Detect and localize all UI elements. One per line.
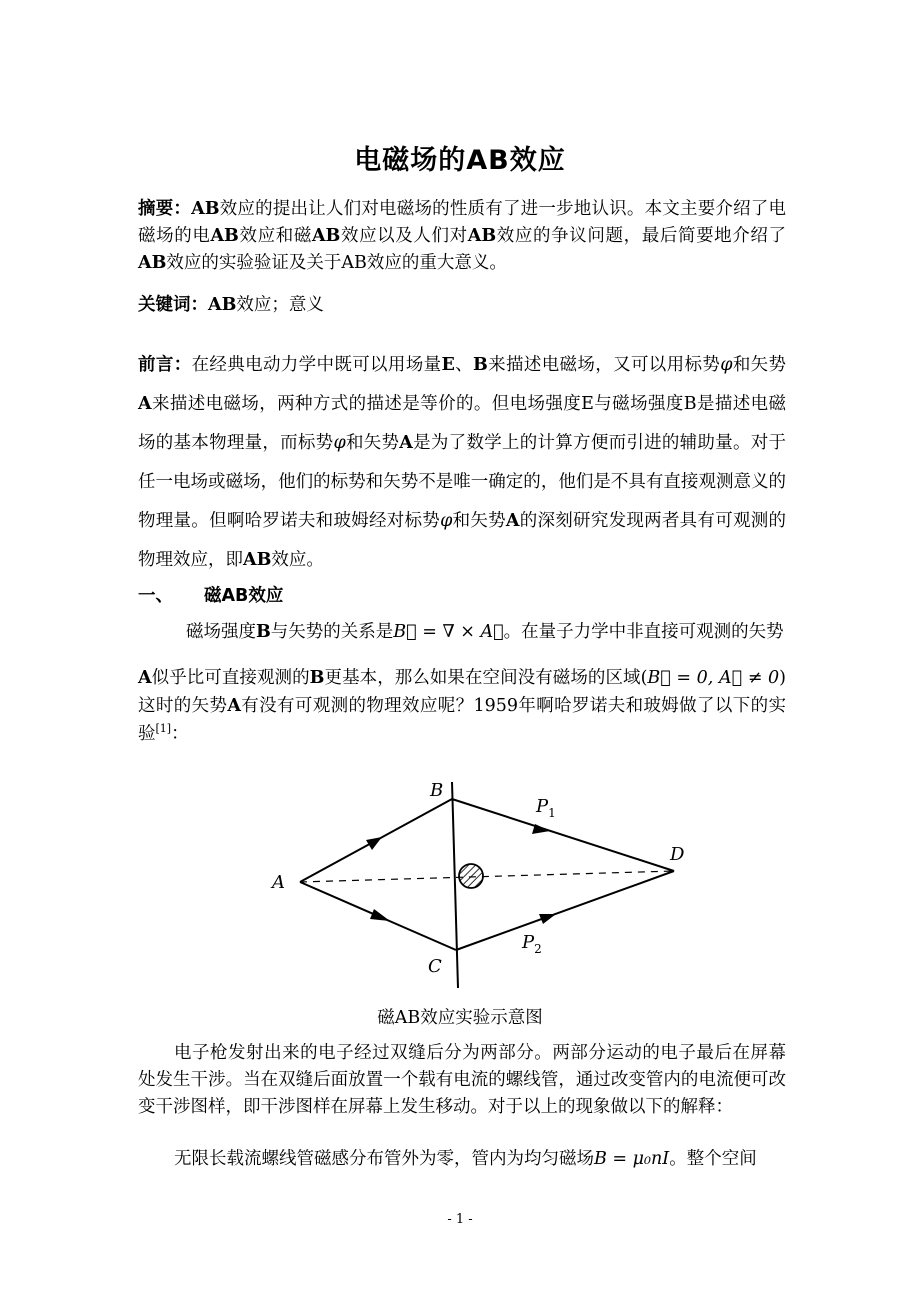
label-d: D <box>670 844 685 865</box>
abstract-text-5: 效应的实验验证及关于AB效应的重大意义。 <box>166 253 507 273</box>
arrow-upper-left <box>366 837 382 850</box>
path-c-d <box>456 871 674 950</box>
intro-text-7: 和矢势 <box>452 511 506 531</box>
abstract-text-2: 效应和磁 <box>238 226 312 246</box>
intro-a-2: A <box>399 433 413 453</box>
intro-text-5: 和矢势 <box>345 433 400 453</box>
mag-text-6: )这时的矢势 <box>138 668 786 716</box>
mag-text-4: 似乎比可直接观测的 <box>151 668 310 688</box>
label-a: A <box>272 872 285 893</box>
arrow-lower-right <box>539 914 556 924</box>
abstract-label: 摘要： <box>138 199 192 219</box>
abstract-text-3: 效应以及人们对 <box>340 226 468 246</box>
label-p1-letter: P <box>536 796 549 817</box>
solenoid-circle <box>459 864 483 888</box>
intro-text-8: 的深刻研究发现两者具有可观测的物理效应，即 <box>138 511 787 570</box>
keywords-line <box>138 292 786 319</box>
intro-text-9: 效应。 <box>271 550 324 570</box>
label-p2 <box>521 932 542 956</box>
keywords-label: 关键词： <box>138 295 208 315</box>
reference-marker: [1] <box>155 722 172 736</box>
mag-a-2: A <box>227 696 241 716</box>
intro-phi-2: φ <box>333 433 346 453</box>
solenoid-text-1: 无限长载流螺线管磁感分布管外为零，管内为均匀磁场 <box>174 1149 594 1169</box>
mag-b-2: B <box>309 668 325 688</box>
keywords-ab: AB <box>208 295 237 315</box>
keywords-rest: 效应；意义 <box>236 295 324 315</box>
label-p1-sub: 1 <box>548 806 556 820</box>
explanation-paragraph: 电子枪发射出来的电子经过双缝后分为两部分。两部分运动的电子最后在屏幕处发生干涉。当在双缝后面放置一个载有电流的螺线管，通过改变管内的电流便可改变干涉图样，即干涉图样在屏幕上发生移动。对于以上的现象做以下的解释： <box>138 1043 786 1117</box>
intro-field-e: E <box>441 355 455 375</box>
intro-text-3: 和矢势 <box>732 355 787 375</box>
mag-b-1: B <box>256 622 271 642</box>
section-heading-1 <box>138 582 283 607</box>
abstract-ab-1: AB <box>191 199 220 219</box>
mag-text-8: ： <box>171 724 189 744</box>
slit-line <box>452 782 458 988</box>
arrow-lower-left <box>370 909 390 921</box>
abstract-ab-2: AB <box>210 226 239 246</box>
intro-phi-1: φ <box>720 355 733 375</box>
ab-experiment-diagram <box>260 776 700 996</box>
magnetic-paragraph-1 <box>138 618 786 646</box>
label-p2-letter: P <box>522 932 535 953</box>
intro-text-6: 是为了数学上的计算方便而引进的辅助量。对于任一电场或磁场，他们的标势和矢势不是唯一确定的，他们是不具有直接观测意义的物理量。但啊哈罗诺夫和玻姆经对标势 <box>138 433 787 531</box>
section-title: 磁AB效应 <box>204 586 284 606</box>
intro-text-4: 来描述电磁场，两种方式的描述是等价的。但电场强度E与磁场强度B是描述电磁场的基本物理量，而标势 <box>138 394 786 453</box>
intro-field-b: B <box>473 355 488 375</box>
magnetic-paragraph-2 <box>138 664 786 748</box>
path-b-d <box>452 799 674 871</box>
intro-sep: 、 <box>454 355 474 375</box>
region-equation: B⃗ = 0, A⃗ ≠ 0 <box>647 668 780 688</box>
mag-text-5: 更基本，那么如果在空间没有磁场的区域( <box>324 668 648 688</box>
label-p1 <box>535 796 556 820</box>
abstract-ab-3: AB <box>311 226 341 246</box>
intro-phi-3: φ <box>440 511 453 531</box>
page-title: 电磁场的AB效应 <box>354 145 566 176</box>
section-number: 一、 <box>138 586 173 606</box>
intro-paragraph <box>138 346 786 580</box>
intro-a-3: A <box>505 511 520 531</box>
abstract-text-4: 效应的争议问题，最后简要地介绍了 <box>496 226 787 246</box>
mag-a-1: A <box>138 668 152 688</box>
label-b: B <box>430 780 444 801</box>
intro-a-1: A <box>138 394 152 414</box>
solenoid-equation: B = μ₀nI <box>594 1149 670 1169</box>
label-p2-sub: 2 <box>534 942 542 956</box>
label-c: C <box>428 956 442 977</box>
solenoid-text-2: 。整个空间 <box>669 1149 757 1169</box>
abstract-ab-5: AB <box>138 253 167 273</box>
intro-label: 前言： <box>138 355 192 375</box>
mag-text-3: 。在量子力学中非直接可观测的矢势 <box>503 622 784 642</box>
abstract-text-1: 效应的提出让人们对电磁场的性质有了进一步地认识。本文主要介绍了电磁场的电 <box>138 199 787 246</box>
abstract-ab-4: AB <box>467 226 497 246</box>
intro-text-1: 在经典电动力学中既可以用场量 <box>191 355 442 375</box>
mag-text-2: 与矢势的关系是 <box>270 622 394 642</box>
figure-caption: 磁AB效应实验示意图 <box>377 1008 543 1028</box>
intro-text-2: 来描述电磁场，又可以用标势 <box>487 355 721 375</box>
curl-equation: B⃗ = ∇ × A⃗ <box>393 622 504 642</box>
abstract-paragraph <box>138 196 786 277</box>
mag-text-1: 磁场强度 <box>186 622 256 642</box>
intro-ab: AB <box>243 550 272 570</box>
solenoid-paragraph <box>138 1146 786 1173</box>
page-number: - 1 - <box>447 1212 473 1227</box>
mag-text-7: 有没有可观测的物理效应呢？1959年啊哈罗诺夫和玻姆做了以下的实验 <box>138 696 786 744</box>
dashed-axis <box>300 871 674 882</box>
